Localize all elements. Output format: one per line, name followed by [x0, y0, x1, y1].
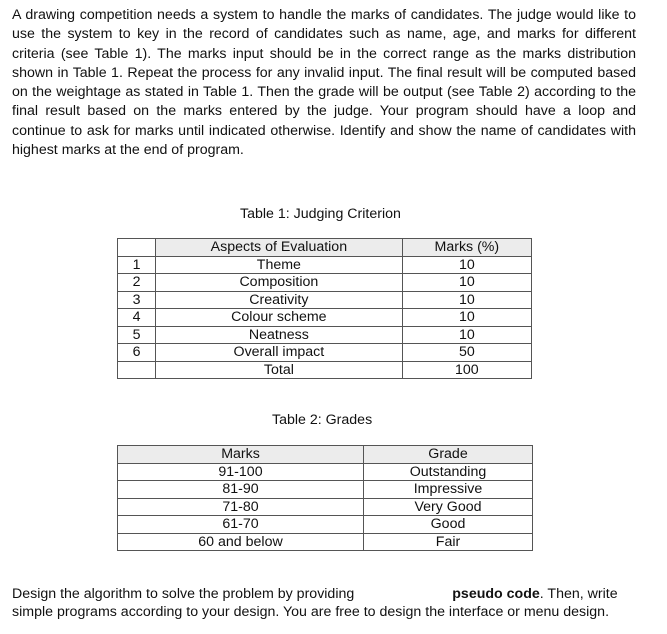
marks-range-cell: 91-100	[118, 463, 364, 481]
aspect-cell: Creativity	[156, 291, 403, 309]
aspect-cell: Overall impact	[156, 344, 403, 362]
marks-range-cell: 71-80	[118, 498, 364, 516]
marks-cell: 10	[402, 326, 531, 344]
grade-cell: Good	[364, 516, 533, 534]
table-row	[118, 309, 532, 327]
marks-range-cell: 60 and below	[118, 533, 364, 551]
table-row	[118, 239, 532, 257]
table-row	[118, 516, 533, 534]
row-number: 4	[118, 309, 156, 327]
pseudo-code-emphasis: pseudo code	[452, 586, 540, 602]
instruction-text-start: Design the algorithm to solve the problem by providing	[12, 586, 355, 602]
grades-table	[117, 445, 533, 551]
grade-cell: Impressive	[364, 481, 533, 499]
aspect-cell: Theme	[156, 256, 403, 274]
task-instruction	[12, 585, 636, 621]
total-label: Total	[156, 361, 403, 379]
marks-cell: 10	[402, 256, 531, 274]
table-row	[118, 361, 532, 379]
row-number: 3	[118, 291, 156, 309]
table-row	[118, 463, 533, 481]
table-row	[118, 481, 533, 499]
aspect-cell: Colour scheme	[156, 309, 403, 327]
table-row	[118, 344, 532, 362]
column-header: Marks (%)	[402, 239, 531, 257]
grade-cell: Outstanding	[364, 463, 533, 481]
table-row	[118, 326, 532, 344]
column-header: Grade	[364, 446, 533, 464]
marks-cell: 10	[402, 291, 531, 309]
table-row	[118, 291, 532, 309]
row-number: 6	[118, 344, 156, 362]
table-row	[118, 256, 532, 274]
grade-cell: Fair	[364, 533, 533, 551]
table-row	[118, 446, 533, 464]
aspect-cell: Composition	[156, 274, 403, 292]
marks-range-cell: 61-70	[118, 516, 364, 534]
column-header: Marks	[118, 446, 364, 464]
marks-cell: 10	[402, 309, 531, 327]
aspect-cell: Neatness	[156, 326, 403, 344]
grade-cell: Very Good	[364, 498, 533, 516]
table-row	[118, 498, 533, 516]
total-value: 100	[402, 361, 531, 379]
marks-cell: 10	[402, 274, 531, 292]
table-row	[118, 274, 532, 292]
table1-caption: Table 1: Judging Criterion	[240, 206, 401, 222]
row-number: 2	[118, 274, 156, 292]
table2-caption: Table 2: Grades	[272, 412, 373, 428]
row-number	[118, 361, 156, 379]
row-number: 1	[118, 256, 156, 274]
marks-cell: 50	[402, 344, 531, 362]
column-header: Aspects of Evaluation	[156, 239, 403, 257]
problem-statement: A drawing competition needs a system to handle the marks of candidates. The judge would like to use the system to key in the record of candidates such as name, age, and marks for different criteria (see Table 1). The marks input should be in the correct range as the marks distribution shown in Table 1. Repeat the process for any invalid input. The final result will be computed based on the weightage as stated in Table 1. Then the grade will be output (see Table 2) according to the final result based on the marks entered by the judge. Your program should have a loop and continue to ask for marks until indicated otherwise. Identify and show the name of candidates with highest marks at the end of program.	[12, 7, 636, 159]
row-number	[118, 239, 156, 257]
judging-criterion-table	[117, 238, 532, 379]
instruction-text-end: . Then, write simple programs according to your design. You are free to design the interface or menu design.	[12, 586, 618, 620]
row-number: 5	[118, 326, 156, 344]
marks-range-cell: 81-90	[118, 481, 364, 499]
table-row	[118, 533, 533, 551]
